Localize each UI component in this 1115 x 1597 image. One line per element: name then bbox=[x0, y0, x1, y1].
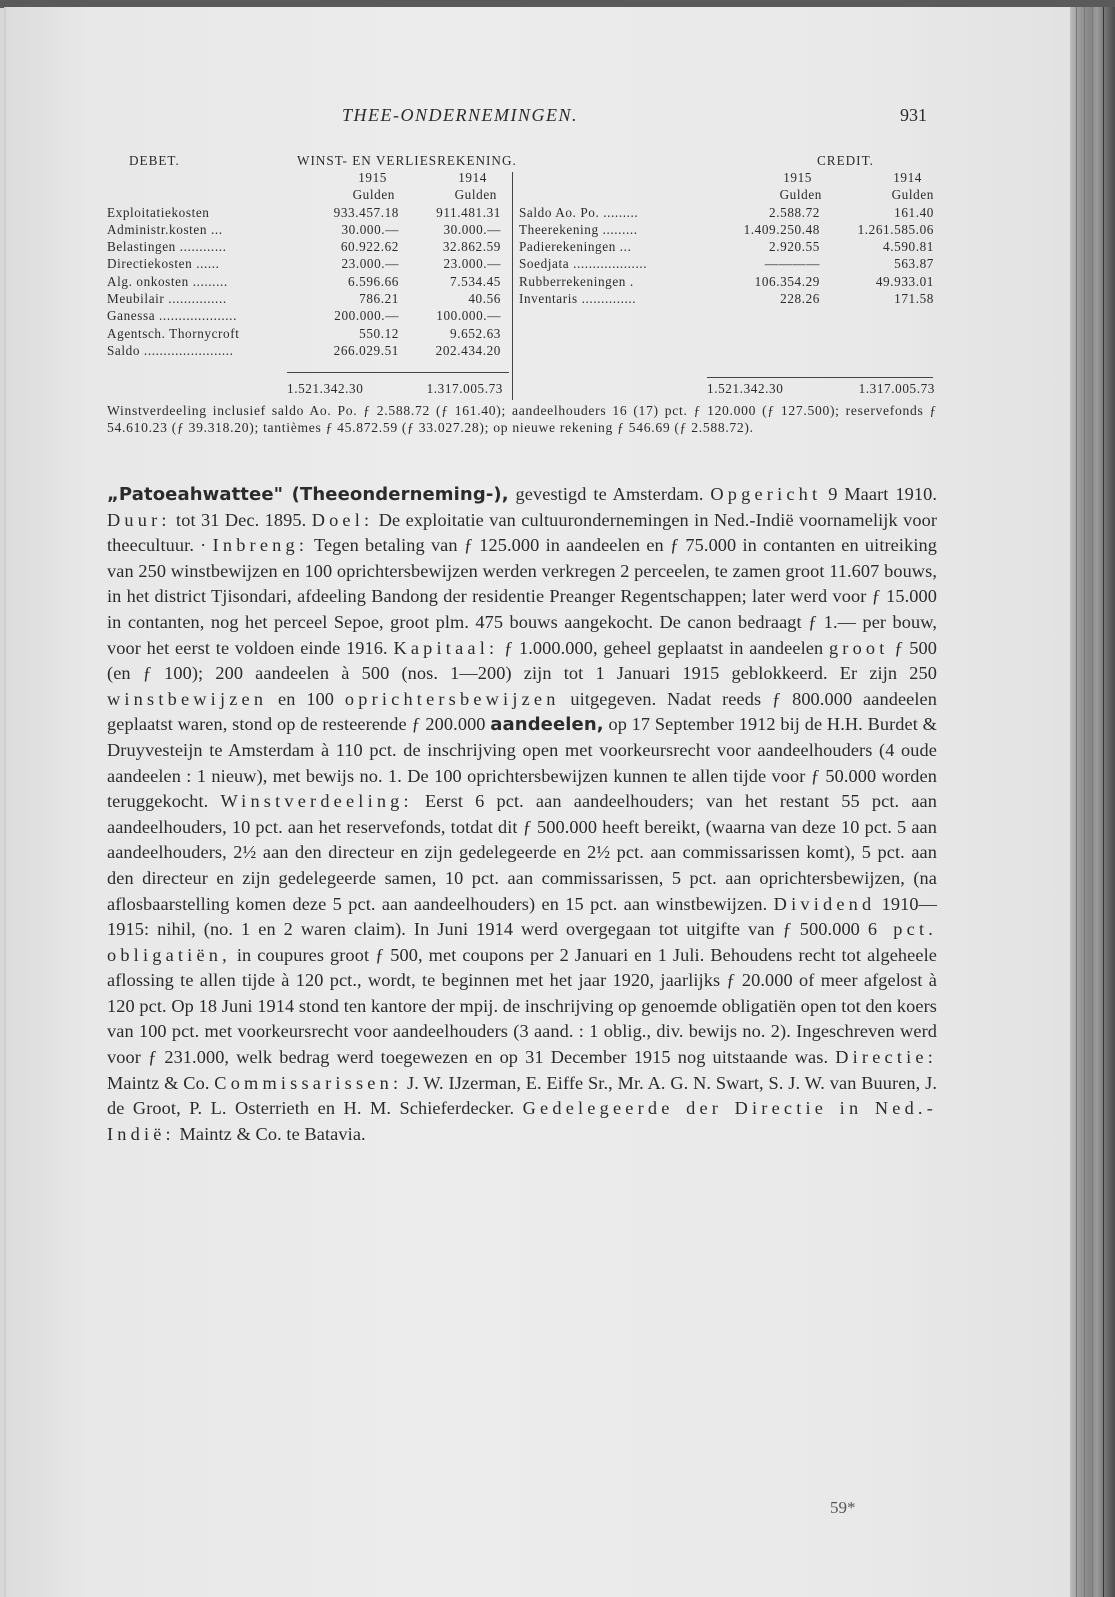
value-1915: 30.000.— bbox=[341, 221, 399, 237]
value-1914: 100.000.— bbox=[436, 308, 501, 324]
account-row bbox=[107, 221, 507, 238]
company-name: „Patoeahwattee" (Theeonderneming-), bbox=[107, 484, 509, 505]
credit-heading: CREDIT. bbox=[817, 153, 874, 168]
year-1915: 1915 bbox=[783, 170, 812, 185]
value-1915: 266.029.51 bbox=[333, 342, 399, 358]
value-1915: 6.596.66 bbox=[348, 273, 399, 289]
keyword: Inbreng: bbox=[212, 535, 309, 556]
value-1914: 30.000.— bbox=[443, 221, 501, 237]
entry-text: gevestigd te Amsterdam. bbox=[508, 484, 711, 504]
account-row bbox=[107, 325, 507, 342]
year-1914: 1914 bbox=[458, 170, 487, 185]
account-label: Meubilair ............... bbox=[107, 291, 227, 307]
account-label: Directiekosten ...... bbox=[107, 256, 220, 272]
account-label: Ganessa .................... bbox=[107, 308, 237, 324]
total-credit-1914: 1.317.005.73 bbox=[858, 381, 935, 396]
account-row bbox=[107, 342, 507, 359]
account-label: Padierekeningen ... bbox=[519, 239, 632, 255]
value-1915: 786.21 bbox=[359, 291, 399, 307]
entry-text: Maintz & Co. te Batavia. bbox=[174, 1123, 366, 1144]
keyword: groot bbox=[828, 637, 889, 658]
keyword: Commissarissen: bbox=[214, 1072, 403, 1093]
year-1914: 1914 bbox=[893, 170, 922, 185]
account-label: Administr.kosten ... bbox=[107, 221, 223, 237]
account-row bbox=[519, 290, 934, 307]
total-rule-credit bbox=[707, 377, 933, 378]
value-1914: 202.434.20 bbox=[435, 342, 501, 358]
entry-text: De exploitatie van cultuurondernemingen in Ned.-Indië voornamelijk voor theecultuur. · bbox=[107, 509, 938, 556]
account-row bbox=[519, 255, 934, 272]
account-label: Agentsch. Thornycroft bbox=[107, 325, 240, 341]
account-row bbox=[107, 273, 507, 290]
account-row bbox=[519, 221, 934, 238]
value-1914: 32.862.59 bbox=[442, 239, 501, 255]
keyword-bold: aandeelen, bbox=[490, 714, 604, 736]
account-row bbox=[107, 290, 507, 307]
currency-label: Gulden bbox=[779, 187, 822, 203]
keyword: oprichtersbewijzen bbox=[344, 688, 560, 709]
entry-text: ƒ 1.000.000, geheel geplaatst in aandeelen bbox=[498, 637, 829, 658]
total-debet-1915: 1.521.342.30 bbox=[287, 381, 364, 396]
value-1915: 2.920.55 bbox=[769, 239, 820, 255]
keyword: Directie: bbox=[835, 1047, 937, 1068]
column-divider bbox=[512, 172, 513, 400]
currency-label: Gulden bbox=[454, 187, 497, 203]
value-1914: 7.534.45 bbox=[450, 273, 501, 289]
keyword: Duur: bbox=[107, 509, 171, 530]
currency-label: Gulden bbox=[352, 187, 395, 203]
keyword: Kapitaal: bbox=[393, 637, 499, 658]
debet-table bbox=[107, 169, 507, 359]
total-credit-1915: 1.521.342.30 bbox=[707, 381, 784, 396]
account-row bbox=[519, 204, 934, 221]
value-1914: 171.58 bbox=[894, 291, 934, 307]
value-1915: 106.354.29 bbox=[754, 273, 820, 289]
debet-heading: DEBET. bbox=[129, 153, 180, 168]
value-1914: 23.000.— bbox=[443, 256, 501, 272]
currency-header-row bbox=[519, 186, 934, 203]
entry-text: J. W. IJzerman, E. Eiffe Sr., Mr. A. G. N. Swart, S. J. W. van Buuren, J. de Groot, P. L. Osterrieth en H. M. Schieferdecker. bbox=[107, 1072, 937, 1119]
entry-text: Maintz & Co. bbox=[107, 1072, 215, 1093]
value-1915: 933.457.18 bbox=[333, 204, 399, 220]
account-row bbox=[107, 204, 507, 221]
keyword: Winstverdeeling: bbox=[220, 791, 413, 812]
credit-table bbox=[519, 169, 934, 307]
account-label: Saldo ....................... bbox=[107, 342, 234, 358]
keyword: obligatiën, bbox=[107, 944, 231, 965]
value-1914: 49.933.01 bbox=[875, 273, 934, 289]
account-row bbox=[107, 255, 507, 272]
account-row bbox=[107, 238, 507, 255]
value-1914: 1.261.585.06 bbox=[857, 221, 934, 237]
keyword: 6 pct. bbox=[867, 919, 937, 940]
keyword: Doel: bbox=[311, 509, 374, 530]
account-label: Belastingen ............ bbox=[107, 239, 227, 255]
account-label: Inventaris .............. bbox=[519, 291, 637, 307]
running-head: THEE-ONDERNEMINGEN. bbox=[342, 105, 578, 125]
value-1915: 23.000.— bbox=[341, 256, 399, 272]
year-header-row bbox=[519, 169, 934, 186]
entry-text: tot 31 Dec. 1895. bbox=[170, 509, 312, 530]
entry-text: in coupures groot ƒ 500, met coupons per 2 Januari en 1 Juli. Behoudens recht tot algeheele aflossing te allen tijde à 120 pct., wordt, te beginnen met het jaar 1920, jaarlijks ƒ 20.000 of meer afgelost à 120 pct. Op 18 Juni 1914 stond ten kantore der mpij. de inschrijving op genoemde obligatiën open tot den koers van 100 pct. met voorkeursrecht voor aandeelhouders (3 aand. : 1 oblig., div. bewijs no. 2). Ingeschreven werd voor ƒ 231.000, welk bedrag werd toegewezen en op 31 December 1915 nog uitstaande was. bbox=[107, 944, 937, 1068]
value-1915: 2.588.72 bbox=[769, 204, 820, 220]
keyword: Gedelegeerde der Directie in Ned.-Indië: bbox=[107, 1098, 937, 1144]
value-1915: 1.409.250.48 bbox=[743, 221, 820, 237]
value-1914: 161.40 bbox=[894, 204, 934, 220]
entry-text: 9 Maart 1910. bbox=[821, 484, 937, 504]
account-label: Exploitatiekosten bbox=[107, 204, 210, 220]
keyword: Opgericht bbox=[710, 484, 822, 504]
account-label: Theerekening ......... bbox=[519, 221, 638, 237]
value-1914: 563.87 bbox=[894, 256, 934, 272]
company-entry bbox=[107, 482, 937, 1147]
value-1915: 228.26 bbox=[780, 291, 820, 307]
account-label: Soedjata ................... bbox=[519, 256, 648, 272]
account-row bbox=[519, 273, 934, 290]
year-1915: 1915 bbox=[358, 170, 387, 185]
keyword: Dividend bbox=[773, 893, 876, 914]
book-spine-edge bbox=[1070, 7, 1115, 1597]
value-1914: 911.481.31 bbox=[436, 204, 501, 220]
account-row bbox=[519, 238, 934, 255]
value-1914: 4.590.81 bbox=[883, 239, 934, 255]
value-1915: ———— bbox=[764, 256, 820, 272]
year-header-row bbox=[107, 169, 507, 186]
entry-text: ƒ 500 (en ƒ 100); 200 aandeelen à 500 (nos. 1—200) zijn tot 1 Januari 1915 geblokkeerd. Er zijn 250 bbox=[107, 637, 937, 684]
account-label: Rubberrekeningen . bbox=[519, 273, 634, 289]
currency-label: Gulden bbox=[891, 187, 934, 203]
account-title: WINST- EN VERLIESREKENING. bbox=[297, 153, 517, 168]
total-debet-1914: 1.317.005.73 bbox=[426, 381, 503, 396]
printer-signature-mark: 59* bbox=[830, 1498, 856, 1517]
value-1915: 60.922.62 bbox=[340, 239, 399, 255]
value-1915: 200.000.— bbox=[334, 308, 399, 324]
value-1914: 40.56 bbox=[468, 291, 501, 307]
entry-text: uitgegeven. Nadat reeds ƒ 800.000 aandeelen geplaatst waren, stond op de resteerende ƒ 200.000 bbox=[107, 688, 937, 735]
account-row bbox=[107, 307, 507, 324]
profit-distribution-note: Winstverdeeling inclusief saldo Ao. Po. ƒ 2.588.72 (ƒ 161.40); aandeelhouders 16 (17) pct. ƒ 120.000 (ƒ 127.500); reservefonds ƒ 54.610.23 (ƒ 39.318.20); tantièmes ƒ 45.872.59 (ƒ 33.027.28); op nieuwe rekening ƒ 546.69 (ƒ 2.588.72). bbox=[107, 403, 937, 436]
entry-text: Eerst 6 pct. aan aandeelhouders; van het restant 55 pct. aan aandeelhouders, 10 pct. aan het reservefonds, totdat dit ƒ 500.000 heeft bereikt, (waarna van deze 10 pct. 5 aan aandeelhouders, 2½ aan den directeur en zijn gedelegeerde en 2½ pct. aan commissarissen komt), 5 pct. aan den directeur en zijn gedelegeerde samen, 10 pct. aan commissarissen, 5 pct. aan oprichtersbewijzen, (na aflosbaarstelling komen deze 5 pct. aan aandeelhouders) en 15 pct. aan winstbewijzen. bbox=[107, 791, 937, 914]
entry-text: en 100 bbox=[267, 688, 345, 709]
account-label: Alg. onkosten ......... bbox=[107, 273, 228, 289]
keyword: winstbewijzen bbox=[107, 688, 268, 709]
account-label: Saldo Ao. Po. ......... bbox=[519, 204, 639, 220]
entry-text: 1910—1915: nihil, (no. 1 en 2 waren claim). In Juni 1914 werd overgegaan tot uitgifte van ƒ 500.000 bbox=[107, 893, 937, 940]
entry-text: op 17 September 1912 bij de H.H. Burdet & Druyvesteijn te Amsterdam à 110 pct. de inschrijving open met voorkeursrecht voor aandeelhouders (4 oude aandeelen : 1 nieuw), met bewijs no. 1. De 100 oprichtersbewijzen kunnen te allen tijde voor ƒ 50.000 worden teruggekocht. bbox=[107, 714, 937, 812]
total-rule-debet bbox=[287, 372, 509, 373]
value-1915: 550.12 bbox=[359, 325, 399, 341]
value-1914: 9.652.63 bbox=[450, 325, 501, 341]
page-number: 931 bbox=[900, 105, 927, 125]
entry-text: Tegen betaling van ƒ 125.000 in aandeelen en ƒ 75.000 in contanten en uitreiking van 250 winstbewijzen en 100 oprichtersbewijzen werden verkregen 2 perceelen, te zamen groot 11.607 bouws, in het district Tjisondari, afdeeling Bandong der residentie Preanger Regentschappen; later werd voor ƒ 15.000 in contanten, nog het perceel Sepoe, groot plm. 475 bouws aangekocht. De canon bedraagt ƒ 1.— per bouw, voor het eerst te voldoen einde 1916. bbox=[107, 535, 937, 658]
currency-header-row bbox=[107, 186, 507, 203]
